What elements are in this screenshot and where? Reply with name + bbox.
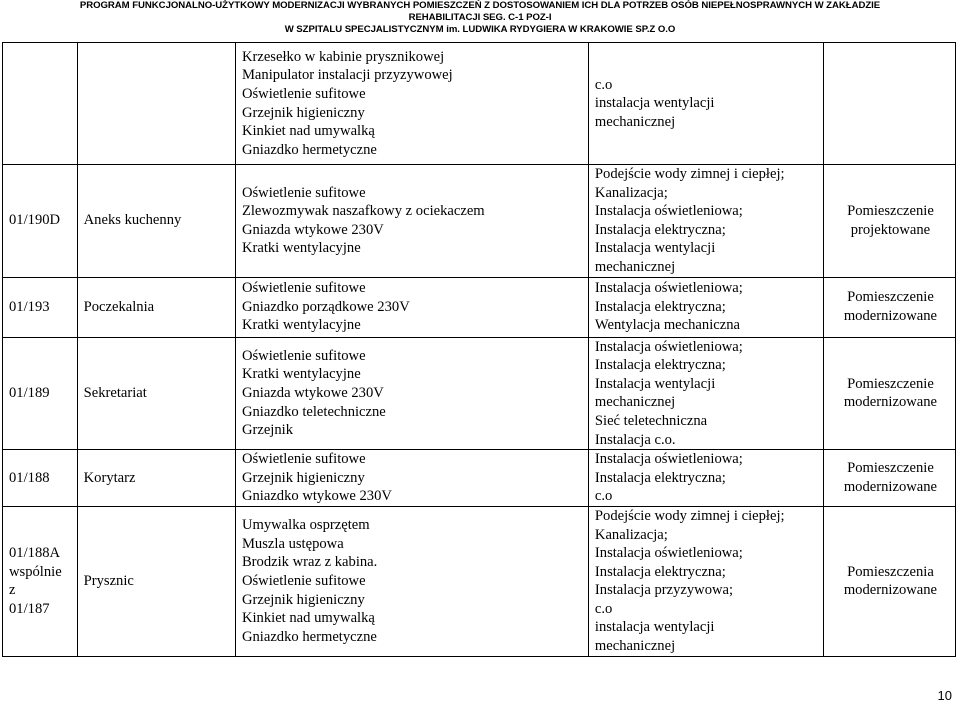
equipment-cell-line: Gniazdko teletechniczne	[241, 403, 386, 420]
table-row	[3, 277, 956, 337]
equipment-cell-line: Kinkiet nad umywalką	[241, 123, 375, 140]
table-row	[3, 43, 956, 165]
room-name-cell	[77, 165, 235, 278]
status-cell-line: projektowane	[850, 221, 931, 238]
installations-cell-line: Instalacja oświetleniowa;	[594, 280, 743, 297]
equipment-cell-line: Krzesełko w kabinie prysznikowej	[241, 48, 445, 65]
installations-cell-line: Instalacja oświetleniowa;	[594, 545, 743, 562]
installations-cell-line: Instalacja elektryczna;	[594, 298, 726, 315]
room-name-cell-text: Korytarz	[83, 469, 136, 486]
installations-cell-line: Podejście wody zimnej i ciepłej;	[594, 166, 785, 182]
rooms-table	[2, 42, 956, 657]
equipment-cell-line: Oświetlenie sufitowe	[241, 280, 366, 297]
room-code-cell	[3, 506, 78, 656]
status-cell-line: modernizowane	[843, 394, 938, 411]
installations-cell	[588, 450, 823, 507]
equipment-cell-line: Oświetlenie sufitowe	[241, 347, 366, 364]
equipment-cell-line: Grzejnik higieniczny	[241, 469, 365, 486]
installations-cell-line: Instalacja wentylacji	[594, 240, 716, 257]
equipment-cell	[235, 165, 588, 278]
installations-cell-line: Instalacja przyzywowa;	[594, 582, 734, 599]
header-line-3: W SZPITALU SPECJALISTYCZNYM im. LUDWIKA RYDYGIERA W KRAKOWIE SP.Z O.O	[284, 24, 676, 35]
room-name-cell-text: Poczekalnia	[83, 298, 155, 315]
installations-cell-line: Instalacja oświetleniowa;	[594, 451, 743, 468]
equipment-cell-line: Grzejnik	[241, 422, 294, 439]
status-cell	[823, 337, 955, 450]
room-code-cell-line: 01/188	[9, 469, 50, 486]
equipment-cell-line: Grzejnik higieniczny	[241, 591, 365, 608]
equipment-cell-line: Manipulator instalacji przyzywowej	[241, 67, 453, 84]
installations-cell-line: Instalacja c.o.	[594, 431, 676, 448]
document-header	[0, 0, 960, 36]
status-cell	[823, 277, 955, 337]
equipment-cell-line: Gniazda wtykowe 230V	[241, 385, 384, 402]
table-row	[3, 450, 956, 507]
equipment-cell	[235, 506, 588, 656]
room-code-cell	[3, 43, 78, 165]
room-code-cell-line: z	[9, 582, 16, 599]
installations-cell-line: mechanicznej	[594, 394, 676, 411]
room-code-cell	[3, 277, 78, 337]
room-code-cell-line: 01/190D	[9, 212, 61, 229]
equipment-cell	[235, 43, 588, 165]
room-code-cell-line: 01/188A	[9, 545, 61, 562]
table-row	[3, 506, 956, 656]
equipment-cell-line: Gniazdko hermetyczne	[241, 628, 377, 645]
room-name-cell	[77, 450, 235, 507]
equipment-cell-line: Oświetlenie sufitowe	[241, 451, 366, 468]
installations-cell-line: mechanicznej	[594, 258, 676, 275]
equipment-cell-line: Oświetlenie sufitowe	[241, 85, 366, 102]
installations-cell-line: Instalacja elektryczna;	[594, 357, 726, 374]
installations-cell-line: mechanicznej	[594, 638, 676, 655]
installations-cell-line: Instalacja oświetleniowa;	[594, 338, 743, 355]
installations-cell-line: c.o	[594, 600, 613, 617]
installations-cell-line: Wentylacja mechaniczna	[594, 317, 740, 334]
status-cell-line: Pomieszczenie	[847, 289, 934, 306]
table-row	[3, 337, 956, 450]
status-cell	[823, 43, 955, 165]
installations-cell	[588, 506, 823, 656]
equipment-cell	[235, 337, 588, 450]
room-code-cell	[3, 337, 78, 450]
room-code-cell	[3, 165, 78, 278]
installations-cell-line: Kanalizacja;	[594, 184, 668, 201]
room-code-cell-line: 01/189	[9, 385, 50, 402]
equipment-cell	[235, 450, 588, 507]
room-name-cell	[77, 506, 235, 656]
room-name-cell-text: Sekretariat	[83, 385, 147, 402]
table-row	[3, 165, 956, 278]
status-cell-line: modernizowane	[843, 479, 938, 496]
equipment-cell-line: Zlewozmywak naszafkowy z ociekaczem	[241, 203, 485, 220]
room-name-cell	[77, 277, 235, 337]
status-cell-line: Pomieszczenie	[847, 375, 934, 392]
installations-cell-line: instalacja wentylacji	[594, 95, 715, 112]
equipment-cell-line: Kratki wentylacyjne	[241, 317, 361, 334]
equipment-cell-line: Kinkiet nad umywalką	[241, 610, 375, 627]
installations-cell-line: Instalacja oświetleniowa;	[594, 203, 743, 220]
installations-cell-line: instalacja wentylacji	[594, 619, 715, 636]
installations-cell	[588, 337, 823, 450]
status-cell-line: Pomieszczenie	[847, 203, 934, 220]
room-code-cell	[3, 450, 78, 507]
room-name-cell-text: Prysznic	[83, 572, 134, 589]
equipment-cell-line: Grzejnik higieniczny	[241, 104, 365, 121]
equipment-cell-line: Brodzik wraz z kabina.	[241, 554, 378, 571]
installations-cell-line: c.o	[594, 488, 613, 505]
room-name-cell	[77, 43, 235, 165]
equipment-cell-line: Oświetlenie sufitowe	[241, 184, 366, 201]
equipment-cell	[235, 277, 588, 337]
status-cell-line: Pomieszczenie	[847, 460, 934, 477]
installations-cell-line: Instalacja elektryczna;	[594, 469, 726, 486]
equipment-cell-line: Oświetlenie sufitowe	[241, 572, 366, 589]
equipment-cell-line: Kratki wentylacyjne	[241, 240, 361, 257]
installations-cell	[588, 277, 823, 337]
status-cell-line: Pomieszczenia	[847, 563, 934, 580]
equipment-cell-line: Gniazdko wtykowe 230V	[241, 488, 392, 505]
installations-cell-line: Instalacja elektryczna;	[594, 563, 726, 580]
equipment-cell-line: Muszla ustępowa	[241, 535, 344, 552]
room-name-cell	[77, 337, 235, 450]
installations-cell-line: mechanicznej	[594, 113, 676, 130]
installations-cell-line: Kanalizacja;	[594, 526, 668, 543]
status-cell-line: modernizowane	[843, 582, 938, 599]
room-code-cell-line: 01/187	[9, 600, 50, 617]
installations-cell-line: Podejście wody zimnej i ciepłej;	[594, 507, 785, 524]
status-cell	[823, 450, 955, 507]
installations-cell-line: c.o	[594, 76, 613, 93]
header-line-2: REHABILITACJI SEG. C-1 POZ-I	[408, 12, 552, 23]
page-number: 10	[937, 688, 952, 703]
installations-cell-line: Instalacja elektryczna;	[594, 221, 726, 238]
room-code-cell-line: 01/193	[9, 298, 50, 315]
equipment-cell-line: Gniazdko porządkowe 230V	[241, 298, 410, 315]
room-code-cell-line: wspólnie	[9, 563, 62, 580]
status-cell	[823, 506, 955, 656]
equipment-cell-line: Gniazdko hermetyczne	[241, 141, 377, 158]
status-cell-line: modernizowane	[843, 308, 938, 325]
equipment-cell-line: Gniazda wtykowe 230V	[241, 221, 384, 238]
installations-cell-line: Sieć teletechniczna	[594, 412, 708, 429]
installations-cell	[588, 165, 823, 278]
equipment-cell-line: Kratki wentylacyjne	[241, 366, 361, 383]
room-name-cell-text: Aneks kuchenny	[83, 212, 182, 229]
equipment-cell-line: Umywalka osprzętem	[241, 517, 370, 534]
installations-cell-line: Instalacja wentylacji	[594, 375, 716, 392]
header-line-1: PROGRAM FUNKCJONALNO-UŻYTKOWY MODERNIZACJI WYBRANYCH POMIESZCZEŃ Z DOSTOSOWANIEM ICH DLA POTRZEB OSÓB NIEPEŁNOSPRAWNYCH W ZAKŁADZIE	[79, 0, 881, 11]
installations-cell	[588, 43, 823, 165]
status-cell	[823, 165, 955, 278]
